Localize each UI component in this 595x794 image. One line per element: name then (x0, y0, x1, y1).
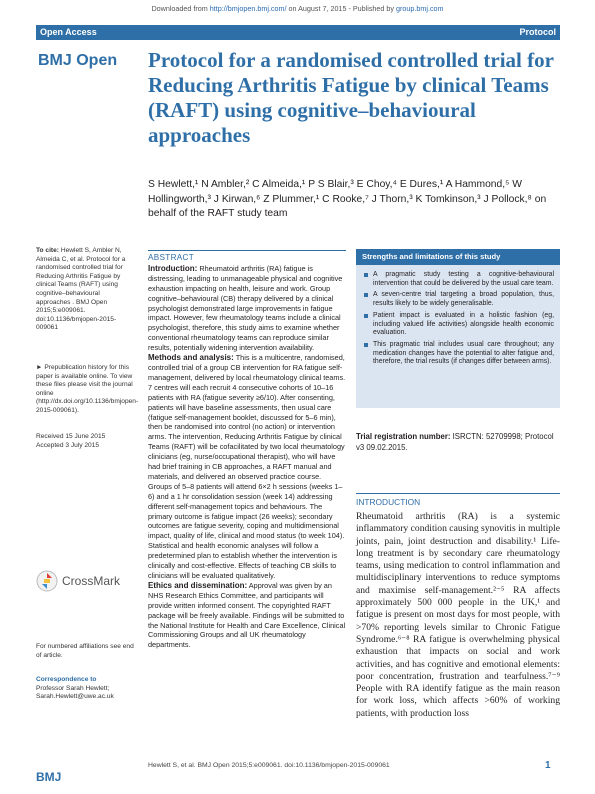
correspondence-heading: Correspondence to (36, 676, 97, 683)
introduction-heading: INTRODUCTION (356, 493, 560, 507)
strengths-heading: Strengths and limitations of this study (356, 249, 560, 265)
article-type-label: Protocol (519, 27, 556, 37)
dates (36, 433, 136, 450)
correspondence-email[interactable]: Sarah.Hewlett@uwe.ac.uk (36, 693, 114, 701)
crossmark-label: CrossMark (62, 574, 121, 588)
abstract-methods-text: This is a multicentre, randomised, controlled trial of a group CB intervention for RA fatigue self-management, delivered by local rheumatology clinical teams. 7 centres will each recruit 4 consecutive cohorts of 10–16 patients with RA (fatigue severity ≥6/10). After consenting, patients will have baseline assessments, then usual care (fatigue self-management booklet, discussed for 5–6 min), then be randomised into control (no action) or intervention arms. The intervention, Reducing Arthritis Fatigue by clinical Teams (RAFT) will be cofacilitated by two local rheumatology clinicians (eg, nurse/occupational therapist), who will have had brief training in CB approaches, a RAFT manual and materials, and delivered an observed practice course. Groups of 5–8 patients will attend 6×2 h sessions (weeks 1–6) and a 1 hr consolidation session (week 14) addressing different self-management topics and behaviours. The primary outcome is fatigue impact (26 weeks); secondary outcomes are fatigue severity, coping and multidimensional impact, quality of life, clinical and mood status (to week 104). Statistical and health economic analyses will follow a predetermined plan to establish whether the intervention is clinically and cost-effective. Effects of teaching CB skills to clinicians will be evaluated qualitatively. (148, 353, 346, 580)
correspondence-name: Professor Sarah Hewlett; (36, 684, 110, 692)
abstract-methods-label: Methods and analysis: (148, 353, 234, 363)
strength-item (364, 341, 554, 367)
accepted-date: Accepted 3 July 2015 (36, 441, 100, 449)
bullet-icon (364, 293, 368, 297)
strength-text: A pragmatic study testing a cognitive-behavioural intervention that could be delivered by the usual care team. (373, 271, 554, 287)
strengths-box (356, 249, 560, 408)
footer-bmj-logo: BMJ (36, 770, 62, 784)
download-link[interactable]: http://bmjopen.bmj.com/ (209, 4, 287, 13)
strength-item (364, 271, 554, 288)
bullet-icon (364, 343, 368, 347)
affiliations-note: For numbered affiliations see end of article. (36, 643, 134, 659)
article-title: Protocol for a randomised controlled trial for Reducing Arthritis Fatigue by clinical Teams (RAFT) using cognitive–behavioural approaches (148, 48, 554, 147)
correspondence (36, 676, 136, 702)
trial-label: Trial registration number: (356, 432, 451, 441)
strength-text: Patient impact is evaluated in a holistic fashion (eg, including valued life activities) alongside health economic evaluation. (373, 311, 554, 337)
abstract-methods (148, 353, 346, 581)
cite-label: To cite: (36, 247, 59, 254)
introduction-body: Rheumatoid arthritis (RA) is a systemic inflammatory condition causing synovitis in multiple joints, pain, joint destruction and disability.¹ Life-long treatment is by secondary care rheumatology teams, using medication to control inflammation and multidisciplinary interventions to reduce symptoms and maximise self-management.²⁻⁵ RA affects approximately 500 000 people in the UK,¹ and fatigue is present on most days for most people, with >70% reporting levels similar to Chronic Fatigue Syndrome.⁶⁻⁸ RA fatigue is overwhelming physical exhaustion that impacts on social and work activities, and has cognitive and emotional elements: poor concentration, frustration and tearfulness.⁷⁻⁹ People with RA identify fatigue as the main reason for work loss, which affects >60% of working patients, with production loss (356, 511, 560, 719)
introduction-section (356, 493, 560, 720)
page-number: 1 (545, 760, 551, 771)
strengths-list (356, 271, 560, 367)
strength-text: A seven-centre trial targeting a broad population, thus, results likely to be widely generalisable. (373, 291, 554, 308)
received-date: Received 15 June 2015 (36, 433, 106, 440)
bullet-icon (364, 273, 368, 277)
trial-value: ISRCTN: 52709998; Protocol v3 09.02.2015. (356, 432, 554, 452)
prepub-note[interactable]: ► Prepublication history for this paper is available online. To view these files please visit the journal online (http://dx.doi.org/10.1136/bmjopen-2015-009061). (36, 364, 139, 414)
open-access-label: Open Access (40, 27, 97, 37)
header-bar (36, 25, 560, 40)
strength-item (364, 291, 554, 308)
abstract-heading: ABSTRACT (148, 250, 346, 263)
group-link[interactable]: group.bmj.com (396, 4, 444, 13)
strength-text: This pragmatic trial includes usual care throughout; any medication changes have the potential to alter fatigue and, therefore, the trial results (if changes differ between arms). (373, 340, 554, 366)
abstract-ethics-text: Approval was given by an NHS Research Ethics Committee, and participants will provide written informed consent. The copyrighted RAFT package will be freely available. Findings will be submitted to the National Institute for Health and Care Excellence, Clinical Commissioning Groups and all UK rheumatology departments. (148, 580, 346, 650)
abstract-ethics-label: Ethics and dissemination: (148, 580, 248, 590)
download-notice (0, 4, 595, 13)
strength-item (364, 312, 554, 338)
abstract-intro-label: Introduction: (148, 263, 198, 273)
footer-citation: Hewlett S, et al. BMJ Open 2015;5:e009061. doi:10.1136/bmjopen-2015-009061 (148, 762, 390, 769)
journal-brand: BMJ Open (38, 52, 118, 69)
citation-box (36, 247, 136, 333)
crossmark-icon (36, 570, 58, 592)
author-list: S Hewlett,¹ N Ambler,² C Almeida,¹ P S Blair,³ E Choy,⁴ E Dures,¹ A Hammond,⁵ W Hollingworth,³ J Kirwan,⁶ Z Plummer,¹ C Rooke,⁷ J Thorn,³ K Tomkinson,³ J Pollock,⁸ on behalf of the RAFT study team (148, 179, 547, 219)
abstract-introduction (148, 264, 346, 353)
bullet-icon (364, 314, 368, 318)
trial-registration (356, 431, 560, 453)
download-prefix: Downloaded from (151, 4, 210, 13)
cite-text: Hewlett S, Ambler N, Almeida C, et al. Protocol for a randomised controlled trial for Reducing Arthritis Fatigue by clinical Teams (RAFT) using cognitive–behavioural approaches . BMJ Open 2015;5:e009061. doi:10.1136/bmjopen-2015-009061 (36, 247, 126, 332)
abstract-ethics (148, 581, 346, 650)
crossmark-badge[interactable] (36, 568, 136, 594)
download-mid: on August 7, 2015 - Published by (286, 4, 396, 13)
abstract-intro-text: Rheumatoid arthritis (RA) fatigue is distressing, leading to unmanageable physical and cognitive exhaustion impacting on health, leisure and work. Group cognitive–behavioural (CB) therapy delivered by a clinical psychologist demonstrated large improvements in fatigue impact. However, few rheumatology teams include a clinical psychologist, therefore, this study aims to examine whether conventional rheumatology teams can reproduce similar results, potentially widening intervention availability. (148, 263, 343, 353)
abstract (148, 250, 346, 650)
